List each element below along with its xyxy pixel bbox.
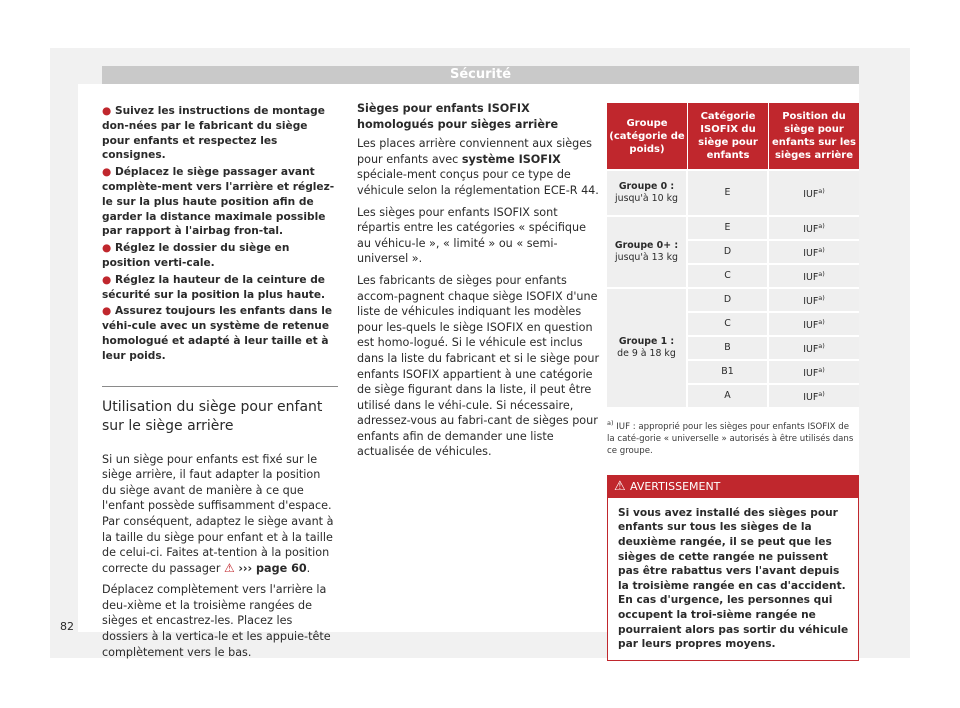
category-cell: D [688,289,769,311]
warning-box [607,475,859,661]
page-reference-link[interactable]: ››› page 60 [238,561,307,575]
header-title: Sécurité [449,67,512,82]
table-header: Groupe (catégorie de poids) [607,103,688,169]
page-header [102,66,859,84]
position-cell: IUF$^{a)}$ [769,265,859,287]
position-cell: IUF$^{a)}$ [769,217,859,239]
position-cell: IUF$^{a)}$ [769,385,859,407]
paragraph: Les fabricants de sièges pour enfants accom-pagnent chaque siège ISOFIX d'une liste de véhicules indiquant les modèles pour les-quels le siège ISOFIX en question est homo-logué. Si le véhicule est inclus dans la liste du fabricant et si le siège pour enfants ISOFIX appartient à une catégorie de siège figurant dans la liste, il peut être utilisé dans le véhi-cule. Si nécessaire, adressez-vous au fabri-cant de sièges pour enfants afin de demander une liste actualisée de véhicules. [357,273,600,459]
category-cell: C [688,313,769,335]
position-cell: IUF$^{a)}$ [769,171,859,215]
position-cell: IUF$^{a)}$ [769,361,859,383]
bullet-dot-icon: ● [102,305,112,318]
bullet-dot-icon: ● [102,273,112,286]
page-number: 82 [60,620,74,633]
table-footnote: $^{a)}$ IUF : approprié pour les sièges pour enfants ISOFIX de la caté-gorie « universelle » autorisés à être utilisés dans ce groupe. [607,419,854,456]
column-right [607,101,859,661]
group-cell: Groupe 0+ : jusqu'à 13 kg [607,217,688,287]
warning-title: AVERTISSEMENT [630,479,721,493]
bullet-item: ● Assurez toujours les enfants dans le véhi-cule avec un système de retenue homologué et adapté à leur taille et à leur poids. [102,305,333,362]
bullet-item: ● Suivez les instructions de montage don-nées par le fabricant du siège pour enfants et respectez les consignes. [102,105,325,162]
bullet-dot-icon: ● [102,105,112,117]
isofix-table [607,101,859,409]
warning-text: Si vous avez installé des sièges pour enfants sur tous les sièges de la deuxième rangée, il se peut que les sièges de cette rangée ne puissent pas être rabattus vers l'avant depuis la troisième rangée en cas d'accident. En cas d'urgence, les personnes qui occupent la troi-sième rangée ne pourraient alors pas sortir du véhicule par leurs propres moyens. [618,506,849,651]
bullet-item: ● Réglez le dossier du siège en position verti-cale. [102,242,290,269]
category-cell: B1 [688,361,769,383]
table-row [607,289,859,311]
column-left [102,104,338,666]
category-cell: D [688,241,769,263]
position-cell: IUF$^{a)}$ [769,313,859,335]
bullet-dot-icon: ● [102,166,112,179]
category-cell: B [688,337,769,359]
category-cell: E [688,171,769,215]
bullet-dot-icon: ● [102,242,112,255]
category-cell: E [688,217,769,239]
position-cell: IUF$^{a)}$ [769,241,859,263]
bullet-item: ● Déplacez le siège passager avant complète-ment vers l'arrière et réglez-le sur la plus haute position afin de garder la distance maximale possible par rapport à l'airbag fron-tal. [102,166,335,238]
table-row [607,217,859,239]
paragraph: Les sièges pour enfants ISOFIX sont répartis entre les catégories « spécifique au véhicu-le », « limité » ou « semi-universel ». [357,205,586,266]
category-cell: A [688,385,769,407]
group-cell: Groupe 0 : jusqu'à 10 kg [607,171,688,215]
table-header: Catégorie ISOFIX du siège pour enfants [688,103,769,169]
column-middle [357,101,602,466]
warning-header [608,476,858,498]
paragraph: Déplacez complètement vers l'arrière la deu-xième et la troisième rangées de sièges et encastrez-les. Placez les dossiers à la vertica-le et les appuie-tête complètement vers le bas. [102,583,331,659]
warning-triangle-icon: ⚠ [614,478,626,494]
section-title: Utilisation du siège pour enfant sur le siège arrière [102,386,338,436]
table-header: Position du siège pour enfants sur les sièges arrière [769,103,859,169]
table-row [607,171,859,215]
paragraph: Les places arrière conviennent aux sièges pour enfants avec système ISOFIX spéciale-ment conçus pour ce type de véhicule selon la réglementation ECE-R 44. [357,137,599,197]
paragraph: Si un siège pour enfants est fixé sur le siège arrière, il faut adapter la position du siège avant de manière à ce que l'enfant possède suffisamment d'espace. Par conséquent, adaptez le siège avant à la taille du siège pour enfant et à la taille de celui-ci. Faites at-tention à la position correcte du passager ⚠ ››› page 60. [102,452,334,575]
category-cell: C [688,265,769,287]
position-cell: IUF$^{a)}$ [769,337,859,359]
position-cell: IUF$^{a)}$ [769,289,859,311]
warning-triangle-icon: ⚠ [223,560,235,575]
bullet-item: ● Réglez la hauteur de la ceinture de sécurité sur la position la plus haute. [102,273,326,301]
subsection-heading: Sièges pour enfants ISOFIX homologués pour sièges arrière [357,102,559,131]
group-cell: Groupe 1 : de 9 à 18 kg [607,289,688,407]
